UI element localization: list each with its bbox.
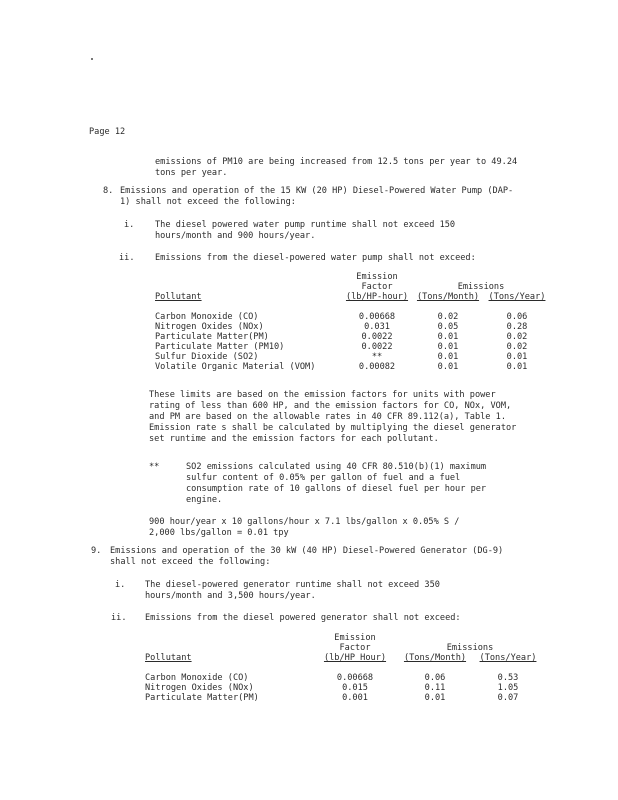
emissions-header: Emissions (457, 282, 505, 292)
emission-factor: 0.015 (342, 683, 368, 693)
factor-column-header: (lb/HP-hour) (345, 292, 409, 302)
pollutant-name: Carbon Monoxide (CO) (155, 312, 259, 322)
pollutant-name: Nitrogen Oxides (NOx) (145, 683, 254, 693)
table-row (145, 693, 543, 703)
emission-factor: 0.001 (342, 693, 368, 703)
table-row (145, 683, 543, 693)
emission-factor: ** (371, 352, 383, 362)
table-row (155, 322, 550, 332)
table-row (155, 342, 550, 352)
tons-per-month: 0.02 (437, 312, 459, 322)
tons-month-column-header: (Tons/Month) (403, 653, 467, 663)
table-row (155, 352, 550, 362)
limits-basis-paragraph: These limits are based on the emission factors for units with power rating of less than 600 HP, and the emission factors for CO, NOx, VOM, and PM are based on the allowable rates in 40 CFR 89.112(a), Table 1. Emission rate s shall be calculated by multiplying the diesel generator set runtime and the emission factors for each pollutant. (149, 390, 517, 444)
tons-year-column-header: (Tons/Year) (479, 653, 537, 663)
section-9-marker: 9. (91, 546, 102, 556)
pollutant-name: Particulate Matter(PM) (155, 332, 269, 342)
pollutant-column-header: Pollutant (145, 653, 192, 663)
emission-factor: 0.031 (364, 322, 390, 332)
so2-footnote-marker: ** (149, 462, 160, 472)
tons-per-year: 0.02 (506, 342, 528, 352)
emission-factor: 0.00668 (336, 673, 374, 683)
section-9-item-ii-marker: ii. (111, 613, 127, 623)
tons-per-year: 1.05 (497, 683, 519, 693)
tons-per-month: 0.01 (424, 693, 446, 703)
tons-per-year: 0.01 (506, 352, 528, 362)
generator-emissions-table (145, 633, 543, 703)
so2-footnote-text: SO2 emissions calculated using 40 CFR 80.510(b)(1) maximum sulfur content of 0.05% per gallon of fuel and a fuel consumption rate of 10 gallons of diesel fuel per hour per engine. (186, 462, 487, 505)
tons-per-year: 0.02 (506, 332, 528, 342)
table-row (155, 312, 550, 322)
section-8-heading: Emissions and operation of the 15 KW (20 HP) Diesel-Powered Water Pump (DAP-1) shall not exceed the following: (120, 186, 514, 207)
tons-per-month: 0.06 (424, 673, 446, 683)
tons-per-year: 0.06 (506, 312, 528, 322)
section-8-marker: 8. (103, 186, 114, 196)
tons-per-year: 0.28 (506, 322, 528, 332)
section-9-item-ii-text: Emissions from the diesel powered generator shall not exceed: (145, 613, 461, 623)
section-8-item-i-text: The diesel powered water pump runtime shall not exceed 150 hours/month and 900 hours/year. (155, 220, 456, 241)
tons-per-month: 0.01 (437, 352, 459, 362)
emission-factor: 0.0022 (361, 342, 393, 352)
tons-per-month: 0.01 (437, 342, 459, 352)
pollutant-column-header: Pollutant (155, 292, 202, 302)
so2-calculation-line-1: 900 hour/year x 10 gallons/hour x 7.1 lbs/gallon x 0.05% S / (149, 517, 460, 527)
emissions-header: Emissions (446, 643, 494, 653)
tons-per-month: 0.11 (424, 683, 446, 693)
section-8-item-ii-text: Emissions from the diesel-powered water pump shall not exceed: (155, 253, 476, 263)
emission-factor: 0.00082 (358, 362, 396, 372)
table-row (155, 332, 550, 342)
pollutant-name: Particulate Matter (PM10) (155, 342, 285, 352)
section-8-item-i-marker: i. (124, 220, 135, 230)
factor-column-header: (lb/HP Hour) (323, 653, 387, 663)
section-9-heading: Emissions and operation of the 30 kW (40 HP) Diesel-Powered Generator (DG-9) shall not exceed the following: (110, 546, 504, 567)
section-9-item-i-text: The diesel-powered generator runtime shall not exceed 350 hours/month and 3,500 hours/year. (145, 580, 440, 601)
section-8-item-ii-marker: ii. (119, 253, 135, 263)
scan-speck (91, 58, 93, 60)
pollutant-name: Sulfur Dioxide (SO2) (155, 352, 259, 362)
pollutant-name: Particulate Matter(PM) (145, 693, 259, 703)
tons-year-column-header: (Tons/Year) (488, 292, 546, 302)
factor-header-line-1: Emission (356, 272, 398, 282)
section-9-item-i-marker: i. (115, 580, 126, 590)
pollutant-name: Carbon Monoxide (CO) (145, 673, 249, 683)
intro-paragraph: emissions of PM10 are being increased from 12.5 tons per year to 49.24 tons per year. (155, 157, 518, 178)
pump-emissions-table (155, 272, 550, 372)
tons-per-month: 0.05 (437, 322, 459, 332)
factor-header-line-1: Emission (334, 633, 376, 643)
tons-per-month: 0.01 (437, 332, 459, 342)
pollutant-name: Nitrogen Oxides (NOx) (155, 322, 264, 332)
factor-header-line-2: Factor (339, 643, 371, 653)
table-row (145, 673, 543, 683)
table-row (155, 362, 550, 372)
tons-per-year: 0.53 (497, 673, 519, 683)
emission-factor: 0.0022 (361, 332, 393, 342)
tons-month-column-header: (Tons/Month) (416, 292, 480, 302)
tons-per-year: 0.07 (497, 693, 519, 703)
tons-per-month: 0.01 (437, 362, 459, 372)
page-label: Page 12 (89, 127, 126, 137)
factor-header-line-2: Factor (361, 282, 393, 292)
tons-per-year: 0.01 (506, 362, 528, 372)
so2-calculation-line-2: 2,000 lbs/gallon = 0.01 tpy (149, 528, 289, 538)
emission-factor: 0.00668 (358, 312, 396, 322)
pollutant-name: Volatile Organic Material (VOM) (155, 362, 316, 372)
